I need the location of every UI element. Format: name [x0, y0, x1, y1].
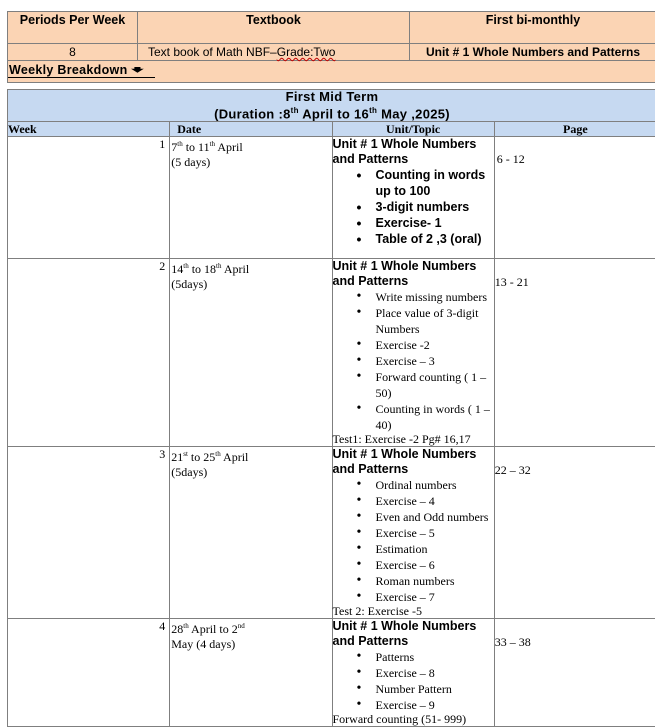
- week-number: 3: [8, 447, 170, 619]
- textbook-header: Textbook: [138, 12, 410, 44]
- date-start-sup: st: [183, 450, 188, 458]
- bimonthly-value: Unit # 1 Whole Numbers and Patterns: [410, 44, 655, 61]
- week-topics: [332, 619, 494, 727]
- date-start-sup: th: [183, 262, 188, 270]
- date-month: April: [221, 450, 249, 464]
- date-end: to 25: [188, 450, 215, 464]
- test-note: Forward counting (51- 999): [333, 713, 494, 726]
- list-item: • Counting in words ( 1 – 40): [333, 401, 494, 433]
- duration-sup-1: th: [291, 106, 299, 115]
- week-date: [170, 259, 332, 447]
- list-item: • Place value of 3-digit Numbers: [333, 305, 494, 337]
- date-end: April to 2: [189, 622, 238, 636]
- textbook-grade: Grade:Two: [277, 45, 336, 59]
- topic-list: [333, 167, 494, 247]
- date-days: May (4 days): [171, 637, 235, 651]
- list-item: • Exercise – 9: [333, 697, 494, 713]
- textbook-prefix: Text book of Math NBF–: [148, 45, 277, 59]
- list-item: • Exercise- 1: [333, 215, 494, 231]
- date-days: (5days): [171, 465, 207, 479]
- topic-list: [333, 477, 494, 605]
- list-item: • 3-digit numbers: [333, 199, 494, 215]
- date-end: to 18: [189, 262, 216, 276]
- week-row: [8, 259, 655, 447]
- unit-title: Unit # 1 Whole Numbers and Patterns: [333, 137, 494, 167]
- page-range: [494, 619, 655, 727]
- unit-title: Unit # 1 Whole Numbers and Patterns: [333, 447, 494, 477]
- test-note: Test 2: Exercise -5: [333, 605, 494, 618]
- week-row: [8, 447, 655, 619]
- list-item: • Roman numbers: [333, 573, 494, 589]
- weekly-breakdown-label: [8, 63, 155, 78]
- list-item: • Patterns: [333, 649, 494, 665]
- list-item: • Exercise – 7: [333, 589, 494, 605]
- date-days: (5days): [171, 277, 207, 291]
- test-note: Test1: Exercise -2 Pg# 16,17: [333, 433, 494, 446]
- unit-title: Unit # 1 Whole Numbers and Patterns: [333, 619, 494, 649]
- arrow-down-icon: 🡃: [131, 63, 144, 77]
- duration-suffix: May ,2025): [377, 106, 450, 121]
- page-range-text: 6 - 12: [497, 152, 525, 167]
- list-item: • Estimation: [333, 541, 494, 557]
- date-month: April: [222, 262, 250, 276]
- week-row: [8, 137, 655, 259]
- textbook-value: [138, 44, 410, 61]
- date-start-sup: th: [183, 622, 188, 630]
- week-number: 2: [8, 259, 170, 447]
- date-end-sup: th: [215, 450, 220, 458]
- list-item: • Exercise – 5: [333, 525, 494, 541]
- topic-list: [333, 649, 494, 713]
- duration-mid: April to 16: [299, 106, 369, 121]
- page-range-text: 13 - 21: [495, 275, 529, 290]
- duration-sup-2: th: [369, 106, 377, 115]
- date-start: 21: [171, 450, 183, 464]
- date-end: to 11: [183, 140, 210, 154]
- week-date: [170, 137, 332, 259]
- summary-table: [7, 11, 655, 83]
- list-item: • Number Pattern: [333, 681, 494, 697]
- term-title: First Mid Term: [8, 90, 655, 104]
- week-date: [170, 447, 332, 619]
- week-number: 4: [8, 619, 170, 727]
- list-item: • Exercise – 8: [333, 665, 494, 681]
- date-start: 14: [171, 262, 183, 276]
- date-start: 28: [171, 622, 183, 636]
- date-column-header: Date: [170, 122, 332, 137]
- unit-title: Unit # 1 Whole Numbers and Patterns: [333, 259, 494, 289]
- list-item: • Exercise – 4: [333, 493, 494, 509]
- topic-list: [333, 289, 494, 433]
- date-month: April: [215, 140, 243, 154]
- list-item: • Forward counting ( 1 – 50): [333, 369, 494, 401]
- date-end-sup: nd: [238, 622, 245, 630]
- week-column-header: Week: [8, 122, 170, 137]
- periods-header: Periods Per Week: [8, 12, 138, 44]
- date-end-sup: th: [216, 262, 221, 270]
- page-column-header: Page: [494, 122, 655, 137]
- list-item: • Exercise – 6: [333, 557, 494, 573]
- list-item: • Write missing numbers: [333, 289, 494, 305]
- list-item: • Counting in words up to 100: [333, 167, 494, 199]
- week-row: [8, 619, 655, 727]
- list-item: • Exercise – 3: [333, 353, 494, 369]
- list-item: • Ordinal numbers: [333, 477, 494, 493]
- list-item: • Table of 2 ,3 (oral): [333, 231, 494, 247]
- term-duration: [8, 104, 655, 121]
- week-date: [170, 619, 332, 727]
- date-start: 7: [171, 140, 177, 154]
- week-topics: [332, 259, 494, 447]
- page-range: [494, 137, 655, 259]
- page-range-text: 22 – 32: [495, 463, 531, 478]
- date-start-sup: th: [177, 140, 182, 148]
- week-topics: [332, 447, 494, 619]
- weekly-breakdown-cell: [8, 61, 655, 83]
- page-range: [494, 259, 655, 447]
- topic-column-header: Unit/Topic: [332, 122, 494, 137]
- weekly-breakdown-text: Weekly Breakdown: [9, 63, 128, 77]
- week-topics: [332, 137, 494, 259]
- page-range: [494, 447, 655, 619]
- term-title-cell: [8, 90, 655, 122]
- duration-prefix: (Duration :8: [214, 106, 291, 121]
- page-range-text: 33 – 38: [495, 635, 531, 650]
- periods-value: 8: [8, 44, 138, 61]
- date-days: (5 days): [171, 155, 210, 169]
- date-end-sup: th: [210, 140, 215, 148]
- week-number: 1: [8, 137, 170, 259]
- list-item: • Exercise -2: [333, 337, 494, 353]
- bimonthly-header: First bi-monthly: [410, 12, 655, 44]
- schedule-table: [7, 89, 655, 727]
- list-item: • Even and Odd numbers: [333, 509, 494, 525]
